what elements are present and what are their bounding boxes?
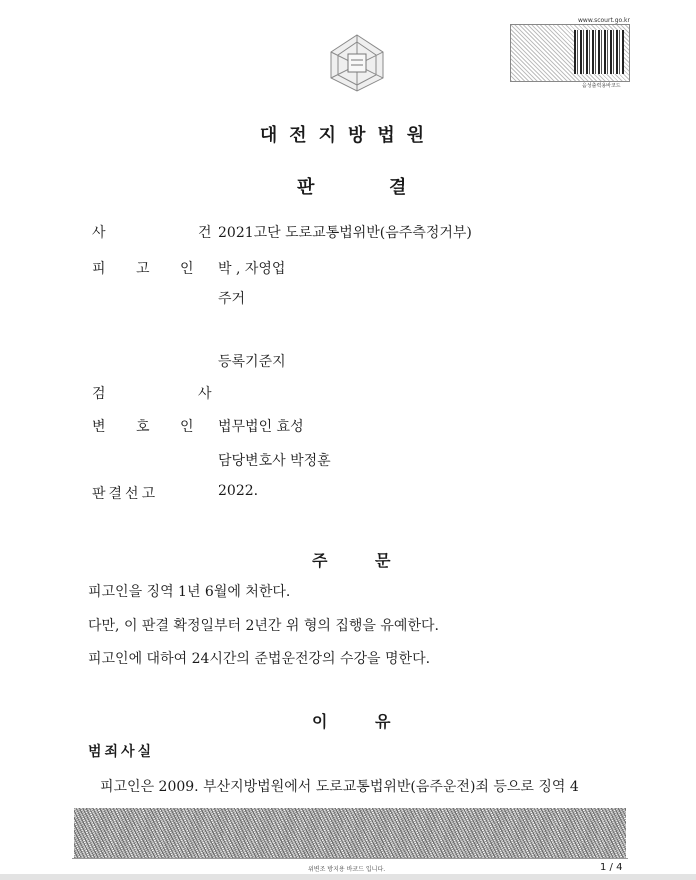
order-title-1: 주 bbox=[312, 551, 328, 570]
crime-facts-heading: 범죄사실 bbox=[88, 744, 155, 760]
address-label: 주거 bbox=[218, 291, 246, 307]
anti-forgery-barcode bbox=[74, 808, 626, 858]
order-line-3: 피고인에 대하여 24시간의 준법운전강의 수강을 명한다. bbox=[88, 651, 431, 667]
case-value: 2021고단 도로교통법위반(음주측정거부) bbox=[218, 225, 472, 241]
footer-divider bbox=[72, 858, 628, 859]
qr-caption: 음성출력용바코드 bbox=[582, 83, 621, 89]
court-name: 대전지방법원 bbox=[259, 125, 437, 146]
page-edge bbox=[0, 874, 696, 880]
defendant-label: 피 고 인 bbox=[92, 261, 207, 277]
judgment-title-1: 판 bbox=[297, 177, 315, 198]
reasons-title-2: 유 bbox=[375, 712, 391, 731]
counsel-label: 변 호 인 bbox=[92, 419, 207, 435]
page-number: 1 / 4 bbox=[600, 862, 623, 873]
counsel-firm: 법무법인 효성 bbox=[218, 419, 304, 435]
footer-note: 위변조 방지용 바코드 입니다. bbox=[308, 866, 386, 873]
qr-code bbox=[574, 30, 624, 74]
reasons-title-1: 이 bbox=[312, 712, 328, 731]
order-line-1: 피고인을 징역 1년 6월에 처한다. bbox=[88, 584, 291, 600]
registration-label: 등록기준지 bbox=[218, 354, 286, 370]
court-emblem-icon bbox=[326, 32, 388, 94]
prosecutor-label: 검 사 bbox=[92, 386, 256, 402]
counsel-attorney: 담당변호사 박정훈 bbox=[218, 453, 331, 469]
order-line-2: 다만, 이 판결 확정일부터 2년간 위 형의 집행을 유예한다. bbox=[88, 618, 439, 634]
verify-url: www.scourt.go.kr bbox=[578, 17, 630, 24]
crime-facts-text: 피고인은 2009. 부산지방법원에서 도로교통법위반(음주운전)죄 등으로 징역 4 bbox=[100, 779, 579, 795]
sentencing-date-value: 2022. bbox=[218, 483, 259, 499]
case-label: 사 건 bbox=[92, 225, 256, 241]
judgment-title-2: 결 bbox=[389, 177, 407, 198]
sentencing-date-label: 판결선고 bbox=[92, 486, 159, 502]
order-title-2: 문 bbox=[375, 551, 391, 570]
defendant-value: 박 , 자영업 bbox=[218, 261, 286, 277]
